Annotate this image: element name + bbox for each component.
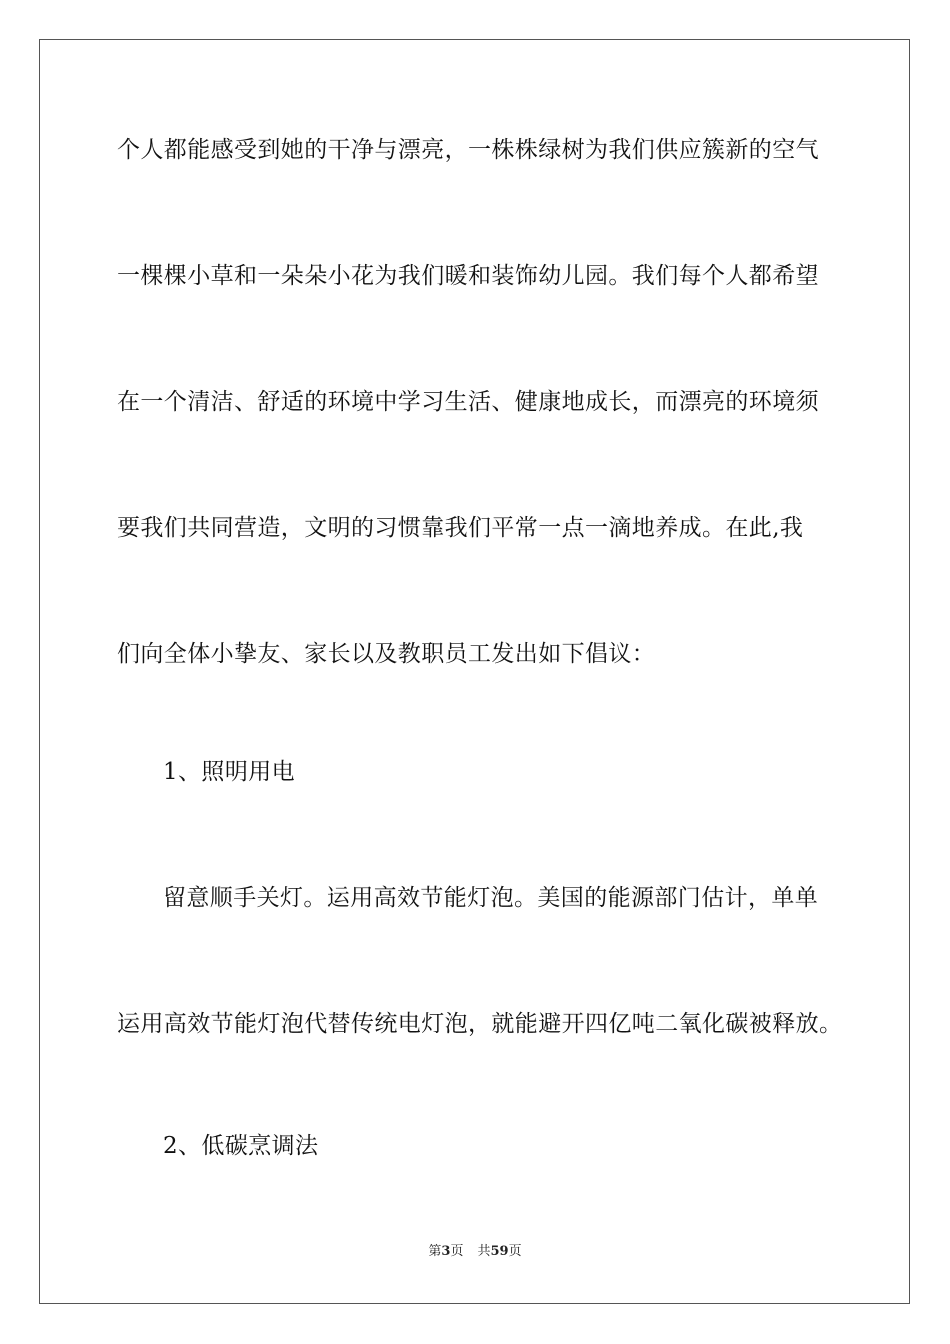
page-footer — [0, 1243, 950, 1261]
current-page-number: 3 — [441, 1244, 451, 1259]
body-text-line-7: 运用高效节能灯泡代替传统电灯泡，就能避开四亿吨二氧化碳被释放。 — [117, 1011, 843, 1037]
body-text-line-4: 要我们共同营造，文明的习惯靠我们平常一点一滴地养成。在此,我 — [117, 515, 804, 541]
section-heading-cooking: 2、低碳烹调法 — [163, 1133, 319, 1159]
page-border — [39, 39, 910, 1304]
body-text-line-5: 们向全体小挚友、家长以及教职员工发出如下倡议： — [117, 641, 656, 667]
body-text-line-6: 留意顺手关灯。运用高效节能灯泡。美国的能源部门估计，单单 — [163, 885, 819, 911]
body-text-line-2: 一棵棵小草和一朵朵小花为我们暖和装饰幼儿园。我们每个人都希望 — [117, 263, 819, 289]
body-text-line-1: 个人都能感受到她的干净与漂亮，一株株绿树为我们供应簇新的空气 — [117, 137, 819, 163]
total-prefix: 共 — [477, 1244, 491, 1259]
page-prefix: 第 — [428, 1244, 442, 1259]
page-unit: 页 — [450, 1244, 464, 1259]
total-page-count: 59 — [490, 1244, 509, 1259]
total-unit: 页 — [508, 1244, 522, 1259]
section-heading-lighting: 1、照明用电 — [163, 759, 296, 785]
body-text-line-3: 在一个清洁、舒适的环境中学习生活、健康地成长，而漂亮的环境须 — [117, 389, 819, 415]
